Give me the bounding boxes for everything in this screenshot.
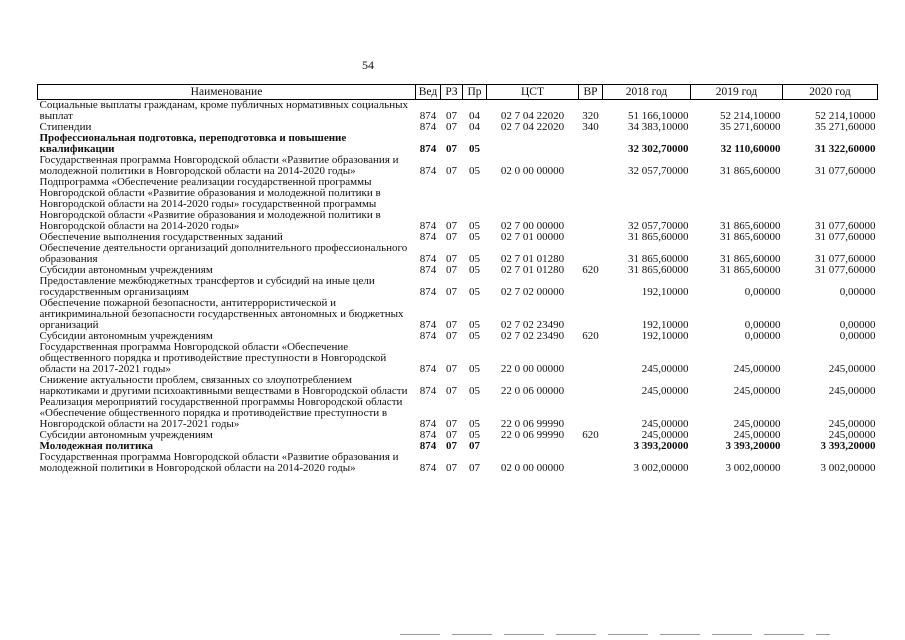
cell-y2019: 32 110,60000 — [720, 143, 781, 155]
header-name: Наименование — [38, 85, 416, 100]
cell-ved: 874 — [419, 231, 437, 243]
cell-rz: 07 — [446, 429, 457, 441]
cell-y2019: 3 393,20000 — [725, 440, 781, 452]
cell-pr: 05 — [469, 330, 480, 342]
cell-vr — [579, 342, 603, 375]
table-row — [38, 155, 878, 177]
cell-cst: 02 7 02 23490 — [500, 330, 565, 342]
cell-y2019: 31 865,60000 — [720, 165, 781, 177]
cell-ved: 874 — [419, 286, 437, 298]
cell-vr: 320 — [582, 110, 599, 122]
cell-vr — [579, 243, 603, 265]
header-rz: РЗ — [441, 85, 463, 100]
cell-y2018: 245,00000 — [641, 418, 689, 430]
cell-vr: 340 — [582, 121, 599, 133]
cell-y2019: 3 002,00000 — [725, 462, 781, 474]
cell-rz: 07 — [446, 385, 457, 397]
cell-vr — [579, 155, 603, 177]
cell-y2020: 52 214,10000 — [815, 110, 876, 122]
cell-ved: 874 — [419, 440, 437, 452]
cell-cst: 02 7 02 23490 — [500, 319, 565, 331]
cell-vr — [579, 375, 603, 397]
cell-name: Профессиональная подготовка, переподготовка и повышение квалификации — [39, 132, 347, 155]
cell-name: Социальные выплаты гражданам, кроме публичных нормативных социальных выплат — [39, 99, 408, 122]
cell-y2020: 245,00000 — [828, 429, 876, 441]
cell-cst — [487, 133, 579, 155]
cell-y2020: 31 077,60000 — [815, 231, 876, 243]
cell-rz: 07 — [446, 319, 457, 331]
footer-divider — [400, 634, 830, 635]
cell-pr: 05 — [469, 143, 480, 155]
cell-vr — [579, 441, 603, 452]
cell-rz: 07 — [446, 330, 457, 342]
cell-pr: 07 — [469, 440, 480, 452]
header-2019: 2019 год — [691, 85, 783, 100]
cell-name: Государственная программа Новгородской области «Развитие образования и молодежной политики в Новгородской области на 2014-2020 годы» — [39, 451, 399, 474]
cell-y2020: 0,00000 — [839, 319, 876, 331]
cell-ved: 874 — [419, 110, 437, 122]
table-row — [38, 375, 878, 397]
cell-rz: 07 — [446, 418, 457, 430]
cell-y2019: 31 865,60000 — [720, 220, 781, 232]
cell-y2018: 3 002,00000 — [633, 462, 689, 474]
cell-y2018: 32 302,70000 — [628, 143, 689, 155]
cell-name: Субсидии автономным учреждениям — [39, 429, 213, 441]
cell-pr: 05 — [469, 220, 480, 232]
cell-vr — [579, 452, 603, 474]
cell-cst: 22 0 06 99990 — [500, 418, 565, 430]
cell-y2018: 31 865,60000 — [628, 264, 689, 276]
cell-name: Субсидии автономным учреждениям — [39, 264, 213, 276]
cell-y2020: 31 077,60000 — [815, 264, 876, 276]
cell-ved: 874 — [419, 121, 437, 133]
cell-pr: 04 — [469, 110, 480, 122]
cell-y2020: 245,00000 — [828, 363, 876, 375]
cell-vr: 620 — [582, 330, 599, 342]
cell-vr — [579, 177, 603, 232]
cell-y2018: 3 393,20000 — [633, 440, 689, 452]
cell-ved: 874 — [419, 462, 437, 474]
cell-y2020: 0,00000 — [839, 330, 876, 342]
cell-cst: 02 7 04 22020 — [500, 110, 565, 122]
cell-vr — [579, 397, 603, 430]
cell-y2019: 245,00000 — [733, 429, 781, 441]
table-row — [38, 298, 878, 331]
cell-pr: 05 — [469, 429, 480, 441]
cell-ved: 874 — [419, 429, 437, 441]
cell-y2020: 3 002,00000 — [820, 462, 876, 474]
cell-pr: 05 — [469, 363, 480, 375]
cell-name: Стипендии — [39, 121, 92, 133]
cell-y2019: 0,00000 — [744, 286, 781, 298]
cell-y2018: 51 166,10000 — [628, 110, 689, 122]
cell-rz: 07 — [446, 143, 457, 155]
cell-y2020: 31 077,60000 — [815, 220, 876, 232]
cell-y2020: 31 077,60000 — [815, 253, 876, 265]
cell-y2020: 31 322,60000 — [815, 143, 876, 155]
cell-y2018: 34 383,10000 — [628, 121, 689, 133]
cell-cst: 22 0 00 00000 — [500, 363, 565, 375]
header-2020: 2020 год — [783, 85, 878, 100]
cell-name: Государственная программа Новгородской области «Обеспечение общественного порядка и противодействие преступности в Новгородской области на 2017-2021 годы» — [39, 341, 387, 375]
cell-cst: 02 7 01 01280 — [500, 253, 565, 265]
header-cst: ЦСТ — [487, 85, 579, 100]
cell-y2018: 31 865,60000 — [628, 231, 689, 243]
cell-ved: 874 — [419, 363, 437, 375]
cell-y2020: 0,00000 — [839, 286, 876, 298]
table-row — [38, 342, 878, 375]
cell-y2019: 0,00000 — [744, 330, 781, 342]
cell-y2018: 192,10000 — [641, 319, 689, 331]
table-row — [38, 133, 878, 155]
cell-y2018: 32 057,70000 — [628, 220, 689, 232]
cell-ved: 874 — [419, 330, 437, 342]
cell-cst: 02 7 04 22020 — [500, 121, 565, 133]
cell-pr: 05 — [469, 385, 480, 397]
cell-name: Подпрограмма «Обеспечение реализации государственной программы Новгородской области «Развитие образования и молодежной политики в Новгородской области на 2014-2020 годы» государственной программы Новгородской области «Развитие образования и молодежной политики в Новгородской области на 2014-2020 годы» — [39, 176, 381, 232]
cell-pr: 05 — [469, 231, 480, 243]
cell-cst: 02 7 02 00000 — [500, 286, 565, 298]
cell-pr: 05 — [469, 253, 480, 265]
cell-y2020: 31 077,60000 — [815, 165, 876, 177]
table-body — [38, 100, 878, 475]
cell-rz: 07 — [446, 165, 457, 177]
cell-cst: 02 7 00 00000 — [500, 220, 565, 232]
cell-cst: 22 0 06 99990 — [500, 429, 565, 441]
table-row — [38, 243, 878, 265]
cell-y2019: 31 865,60000 — [720, 231, 781, 243]
cell-y2018: 192,10000 — [641, 286, 689, 298]
cell-pr: 04 — [469, 121, 480, 133]
cell-y2019: 35 271,60000 — [720, 121, 781, 133]
cell-pr: 05 — [469, 286, 480, 298]
cell-y2020: 245,00000 — [828, 418, 876, 430]
table-row — [38, 276, 878, 298]
cell-vr: 620 — [582, 264, 599, 276]
cell-y2018: 32 057,70000 — [628, 165, 689, 177]
cell-cst: 02 7 01 00000 — [500, 231, 565, 243]
cell-pr: 05 — [469, 319, 480, 331]
cell-y2018: 31 865,60000 — [628, 253, 689, 265]
cell-rz: 07 — [446, 253, 457, 265]
cell-name: Реализация мероприятий государственной программы Новгородской области «Обеспечение общественного порядка и противодействие преступности в Новгородской области на 2017-2021 годы» — [39, 396, 403, 430]
cell-y2018: 245,00000 — [641, 429, 689, 441]
cell-rz: 07 — [446, 440, 457, 452]
cell-name: Обеспечение пожарной безопасности, антитеррористической и антикриминальной безопасности государственных автономных и бюджетных организаций — [39, 297, 404, 331]
cell-ved: 874 — [419, 253, 437, 265]
header-2018: 2018 год — [603, 85, 691, 100]
cell-y2020: 35 271,60000 — [815, 121, 876, 133]
cell-y2018: 192,10000 — [641, 330, 689, 342]
cell-y2019: 245,00000 — [733, 385, 781, 397]
cell-rz: 07 — [446, 121, 457, 133]
table-row — [38, 177, 878, 232]
cell-y2018: 245,00000 — [641, 385, 689, 397]
cell-vr: 620 — [582, 429, 599, 441]
cell-name: Государственная программа Новгородской области «Развитие образования и молодежной политики в Новгородской области на 2014-2020 годы» — [39, 154, 399, 177]
cell-y2019: 52 214,10000 — [720, 110, 781, 122]
cell-rz: 07 — [446, 220, 457, 232]
cell-ved: 874 — [419, 319, 437, 331]
cell-pr: 05 — [469, 165, 480, 177]
cell-y2019: 0,00000 — [744, 319, 781, 331]
cell-y2019: 31 865,60000 — [720, 253, 781, 265]
cell-pr: 05 — [469, 418, 480, 430]
cell-name: Субсидии автономным учреждениям — [39, 330, 213, 342]
cell-name: Обеспечение деятельности организаций дополнительного профессионального образования — [39, 242, 408, 265]
cell-cst — [487, 441, 579, 452]
cell-pr: 07 — [469, 462, 480, 474]
cell-vr — [579, 133, 603, 155]
cell-cst: 02 0 00 00000 — [500, 462, 565, 474]
budget-table — [37, 84, 878, 474]
cell-y2020: 3 393,20000 — [820, 440, 876, 452]
cell-rz: 07 — [446, 264, 457, 276]
cell-ved: 874 — [419, 220, 437, 232]
table-row — [38, 397, 878, 430]
page-number: 54 — [362, 58, 374, 72]
cell-rz: 07 — [446, 231, 457, 243]
cell-y2019: 245,00000 — [733, 418, 781, 430]
cell-rz: 07 — [446, 462, 457, 474]
cell-ved: 874 — [419, 143, 437, 155]
cell-ved: 874 — [419, 165, 437, 177]
cell-ved: 874 — [419, 264, 437, 276]
cell-ved: 874 — [419, 385, 437, 397]
cell-ved: 874 — [419, 418, 437, 430]
table-row — [38, 452, 878, 474]
cell-rz: 07 — [446, 110, 457, 122]
cell-rz: 07 — [446, 363, 457, 375]
header-vr: ВР — [579, 85, 603, 100]
cell-vr — [579, 232, 603, 243]
header-ved: Вед — [416, 85, 441, 100]
cell-cst: 02 0 00 00000 — [500, 165, 565, 177]
cell-name: Обеспечение выполнения государственных заданий — [39, 231, 283, 243]
cell-vr — [579, 276, 603, 298]
cell-name: Снижение актуальности проблем, связанных со злоупотреблением наркотиками и другими психоактивными веществами в Новгородской области — [39, 374, 408, 397]
header-pr: Пр — [463, 85, 487, 100]
cell-y2018: 245,00000 — [641, 363, 689, 375]
cell-y2019: 31 865,60000 — [720, 264, 781, 276]
table-row — [38, 100, 878, 123]
cell-name: Предоставление межбюджетных трансфертов и субсидий на иные цели государственным организациям — [39, 275, 375, 298]
cell-cst: 02 7 01 01280 — [500, 264, 565, 276]
cell-vr — [579, 298, 603, 331]
cell-y2019: 245,00000 — [733, 363, 781, 375]
cell-name: Молодежная политика — [39, 440, 154, 452]
cell-rz: 07 — [446, 286, 457, 298]
cell-pr: 05 — [469, 264, 480, 276]
cell-cst: 22 0 06 00000 — [500, 385, 565, 397]
cell-y2020: 245,00000 — [828, 385, 876, 397]
table-header — [38, 85, 878, 100]
